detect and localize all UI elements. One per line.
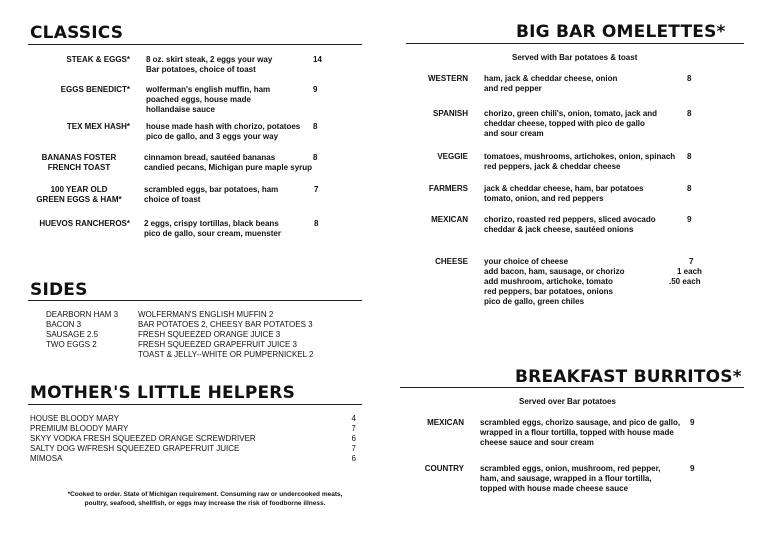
item-price: 8 [313,153,318,162]
classics-heading: CLASSICS [30,23,124,43]
item-price: 8 [687,109,692,118]
item-name: HUEVOS RANCHEROS* [39,219,130,228]
item-price: 7 [689,257,694,266]
item-name: 100 YEAR OLD GREEN EGGS & HAM* [36,185,122,204]
item-price: 9 [687,215,692,224]
side-item: SAUSAGE 2.5 [46,330,99,339]
item-desc: chorizo, roasted red peppers, sliced avocado cheddar & jack cheese, sautéed onions [484,215,656,234]
item-name: MEXICAN [427,418,464,427]
helper-item [30,444,356,454]
item-name: WESTERN [428,74,468,83]
item-desc: chorizo, green chili's, onion, tomato, jack and cheddar cheese, topped with pico de gallo and sour cream [484,109,658,138]
item-price: 7 [314,185,319,194]
item-name: COUNTRY [424,464,464,473]
omelettes-rule [406,43,744,44]
helpers-rule [28,404,362,405]
item-desc: ham, jack & cheddar cheese, onion and red pepper [484,74,618,93]
classics-rule [28,44,362,45]
helper-item [30,414,356,424]
item-name: EGGS BENEDICT* [60,85,130,94]
item-desc: wolferman's english muffin, ham poached eggs, house made hollandaise sauce [146,85,271,114]
item-name: TEX MEX HASH* [66,122,130,131]
helper-price: 4 [351,414,356,423]
side-item: DEARBORN HAM 3 [46,310,119,319]
item-price: 8 [313,122,318,131]
item-price: 14 [313,55,322,64]
item-desc: scrambled eggs, bar potatoes, ham choice of toast [144,185,279,204]
side-item: BAR POTATOES 2, CHEESY BAR POTATOES 3 [138,320,313,329]
omelettes-subheading: Served with Bar potatoes & toast [512,53,638,62]
burritos-rule [400,387,744,388]
burritos-heading: BREAKFAST BURRITOS* [515,367,742,387]
addon-price: .50 each [669,277,701,286]
helper-name: PREMIUM BLOODY MARY [30,424,129,433]
item-price: 9 [690,464,695,473]
helper-name: SKYY VODKA FRESH SQUEEZED ORANGE SCREWDRIVER [30,434,256,443]
helper-item [30,454,356,464]
burritos-subheading: Served over Bar potatoes [519,397,616,406]
helper-name: SALTY DOG W/FRESH SQUEEZED GRAPEFRUIT JUICE [30,444,240,453]
side-item: WOLFERMAN'S ENGLISH MUFFIN 2 [138,310,274,319]
helper-name: MIMOSA [30,454,63,463]
item-desc: jack & cheddar cheese, ham, bar potatoes tomato, onion, and red peppers [484,184,644,203]
item-name: MEXICAN [431,215,468,224]
side-item: TWO EGGS 2 [46,340,97,349]
item-desc: scrambled eggs, chorizo sausage, and pico de gallo, wrapped in a flour tortilla, topped with house made cheese sauce and sour cream [480,418,681,447]
helper-price: 7 [351,424,356,433]
item-desc: cinnamon bread, sautéed bananas candied pecans, Michigan pure maple syrup [144,153,313,172]
item-price: 8 [314,219,319,228]
item-desc: 8 oz. skirt steak, 2 eggs your way Bar potatoes, choice of toast [146,55,273,74]
item-price: 8 [687,152,692,161]
helper-item [30,434,356,444]
omelettes-heading: BIG BAR OMELETTES* [516,22,726,42]
sides-right-list [138,310,313,360]
item-name: CHEESE [435,257,468,266]
helper-price: 6 [351,454,356,463]
item-name: SPANISH [433,109,468,118]
item-desc: house made hash with chorizo, potatoes pico de gallo, and 3 eggs your way [146,122,301,141]
item-price: 8 [687,74,692,83]
item-desc: tomatoes, mushrooms, artichokes, onion, spinach red peppers, jack & cheddar cheese [484,152,676,171]
side-item: FRESH SQUEEZED ORANGE JUICE 3 [138,330,281,339]
item-price: 8 [687,184,692,193]
side-item: BACON 3 [46,320,82,329]
item-name: STEAK & EGGS* [66,55,130,64]
sides-heading: SIDES [30,280,88,300]
addon-price: 1 each [677,267,702,276]
item-name: BANANAS FOSTER FRENCH TOAST [41,153,117,172]
disclaimer: *Cooked to order. State of Michigan requirement. Consuming raw or undercooked meats, poultry, seafood, shellfish, or eggs may increase the risk of foodborne illness. [67,491,343,507]
item-price: 9 [313,85,318,94]
side-item: TOAST & JELLY--WHITE OR PUMPERNICKEL 2 [138,350,314,359]
item-desc: scrambled eggs, onion, mushroom, red pepper, ham, and sausage, wrapped in a flour tortilla, topped with house made cheese sauce [480,464,661,493]
helper-item [30,424,356,434]
item-desc: your choice of cheese add bacon, ham, sausage, or chorizo add mushroom, artichoke, tomato red peppers, bar potatoes, onions pico de gallo, green chiles [484,257,625,306]
item-price: 9 [690,418,695,427]
sides-left-list [46,310,118,350]
helpers-list [30,414,356,464]
sides-rule [28,300,362,301]
helper-name: HOUSE BLOODY MARY [30,414,120,423]
item-name: VEGGIE [437,152,468,161]
item-name: FARMERS [428,184,468,193]
helpers-heading: MOTHER'S LITTLE HELPERS [30,383,296,403]
item-desc: 2 eggs, crispy tortillas, black beans pico de gallo, sour cream, muenster [144,219,281,238]
side-item: FRESH SQUEEZED GRAPEFRUIT JUICE 3 [138,340,297,349]
helper-price: 7 [351,444,356,453]
helper-price: 6 [351,434,356,443]
